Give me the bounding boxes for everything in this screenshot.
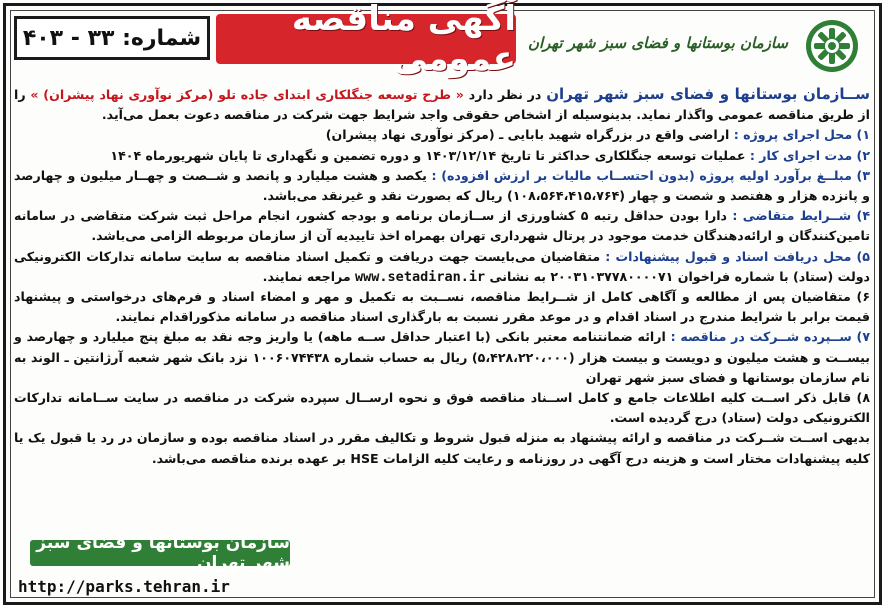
item-1-text: اراضی واقع در بزرگراه شهید بابایی ـ (مرکز نوآوری نهاد پیشران) <box>325 127 734 143</box>
footer-org-banner: سازمان بوستانها و فضای سبز شهر تهران <box>30 540 290 566</box>
notice-number-box: شماره: ۳۳ - ۴۰۳ <box>14 16 210 60</box>
item-3-head: ۳) مبلــغ برآورد اولیه پروژه (بدون احتســاب مالیات بر ارزش افزوده) : <box>431 167 870 183</box>
item-4-head: ۴) شــرایط متقاضی : <box>732 208 870 224</box>
item-5-head: ۵) محل دریافت اسناد و قبول پیشنهادات : <box>605 248 870 264</box>
tehran-municipality-logo-icon <box>802 16 862 76</box>
intro-paragraph <box>14 84 870 125</box>
item-3 <box>14 166 870 206</box>
notice-body <box>14 84 870 469</box>
item-5-text: متقاضیان می‌بایست جهت دریافت و تکمیل اسناد مناقصه به سایت سامانه تدارکات الکترونیکی دولت (ستاد) با شماره فراخوان ۲۰۰۳۱۰۳۷۷۸۰۰۰۰۷۱ به نشانی <box>14 248 870 284</box>
intro-org: ســازمان بوستانها و فضای سبز شهر تهران <box>546 85 871 103</box>
closing-text: بدیهی اســت شــرکت در مناقصه و ارائه پیشنهاد به منزله قبول شروط و تکالیف مقرر در اسناد مناقصه بوده و سازمان در رد یا قبول یک یا کلیه پیشنهادات مختار است و هزینه درج آگهی در روزنامه و رعایت کلیه الزامات HSE بر عهده برنده مناقصه می‌باشد. <box>14 430 870 466</box>
intro-rest: را از طریق مناقصه عمومی واگذار نماید. بدینوسیله از اشخاص حقوقی واجد شرایط جهت شرکت در مناقصه دعوت بعمل می‌آید. <box>14 87 870 123</box>
item-3-text: یکصد و هشت میلیارد و پانصد و شــصت و چهــار میلیون و چهارصد و پانزده هزار و هفتصد و شصت و چهار (۱۰۸،۵۶۴،۴۱۵،۷۶۴) ریال که بصورت نقد و غیرنقد می‌باشد. <box>14 167 870 204</box>
notice-title-banner: آگهی مناقصه عمومی <box>216 14 516 64</box>
item-2-text: عملیات توسعه جنگلکاری حداکثر تا تاریخ ۱۴۰۳/۱۲/۱۴ و دوره تضمین و نگهداری تا پایان شهریورماه ۱۴۰۴ <box>110 147 750 163</box>
item-8-text: ۸) قابل ذکر اســت کلیه اطلاعات جامع و کامل اســناد مناقصه فوق و نحوه ارســال سپرده شرکت در مناقصه در سایت ســامانه تدارکات الکترونیکی دولت (ستاد) درج گردیده است. <box>14 390 870 426</box>
intro-project: « طرح توسعه جنگلکاری ابتدای جاده تلو (مرکز نوآوری نهاد پیشران) » <box>30 87 464 102</box>
item-2-head: ۲) مدت اجرای کار : <box>749 147 870 163</box>
item-1-head: ۱) محل اجرای پروژه : <box>733 127 870 143</box>
footer-website-link[interactable]: http://parks.tehran.ir <box>18 576 230 596</box>
item-6 <box>14 287 870 327</box>
item-7 <box>14 327 870 388</box>
intro-in-mind: در نظر دارد <box>463 87 547 102</box>
item-6-text: ۶) متقاضیان پس از مطالعه و آگاهی کامل از شــرایط مناقصه، نســبت به تکمیل و مهر و امضاء اسناد و فرم‌های درخواستی و پیشنهاد قیمت برابر با شرایط مندرج در اسناد اقدام و در موعد مقرر نسبت به بارگذاری اسناد مناقصه در سامانه مذکوراقدام نمایند. <box>14 289 870 325</box>
item-1 <box>14 125 870 145</box>
item-4 <box>14 206 870 246</box>
item-2 <box>14 146 870 166</box>
closing-paragraph <box>14 428 870 468</box>
item-8 <box>14 388 870 428</box>
item-5 <box>14 247 870 287</box>
notice-header <box>8 0 874 88</box>
item-7-head: ۷) ســپرده شــرکت در مناقصه : <box>670 329 870 345</box>
item-7-text: ارائه ضمانتنامه معتبر بانکی (با اعتبار حداقل ســه ماهه) یا واریز وجه نقد به مبلغ پنج میلیارد و چهارصد و بیســت و هشت میلیون و دویست و بیست هزار (۵،۴۲۸،۲۲۰،۰۰۰) ریال به حساب شماره ۱۰۰۶۰۷۴۴۳۸ نزد بانک شهر شعبه آرژانتین ـ الوند به نام سازمان بوستانها و فضای سبز شهر تهران <box>14 329 870 385</box>
setadiran-link[interactable]: www.setadiran.ir <box>355 268 486 285</box>
item-5-text-after: مراجعه نمایند. <box>262 268 356 284</box>
org-name-top: سازمان بوستانها و فضای سبز شهر تهران <box>528 34 788 52</box>
item-4-text: دارا بودن حداقل رتبه ۵ کشاورزی از ســازمان برنامه و بودجه کشور، انجام مراحل ثبت شرکت متقاضی در سامانه تامین‌کنندگان و ارائه‌دهندگان خدمت موجود در پرتال شهرداری تهران بهمراه اخذ تاییدیه آن از سازمان مربوطه الزامی می‌باشد. <box>14 208 870 244</box>
